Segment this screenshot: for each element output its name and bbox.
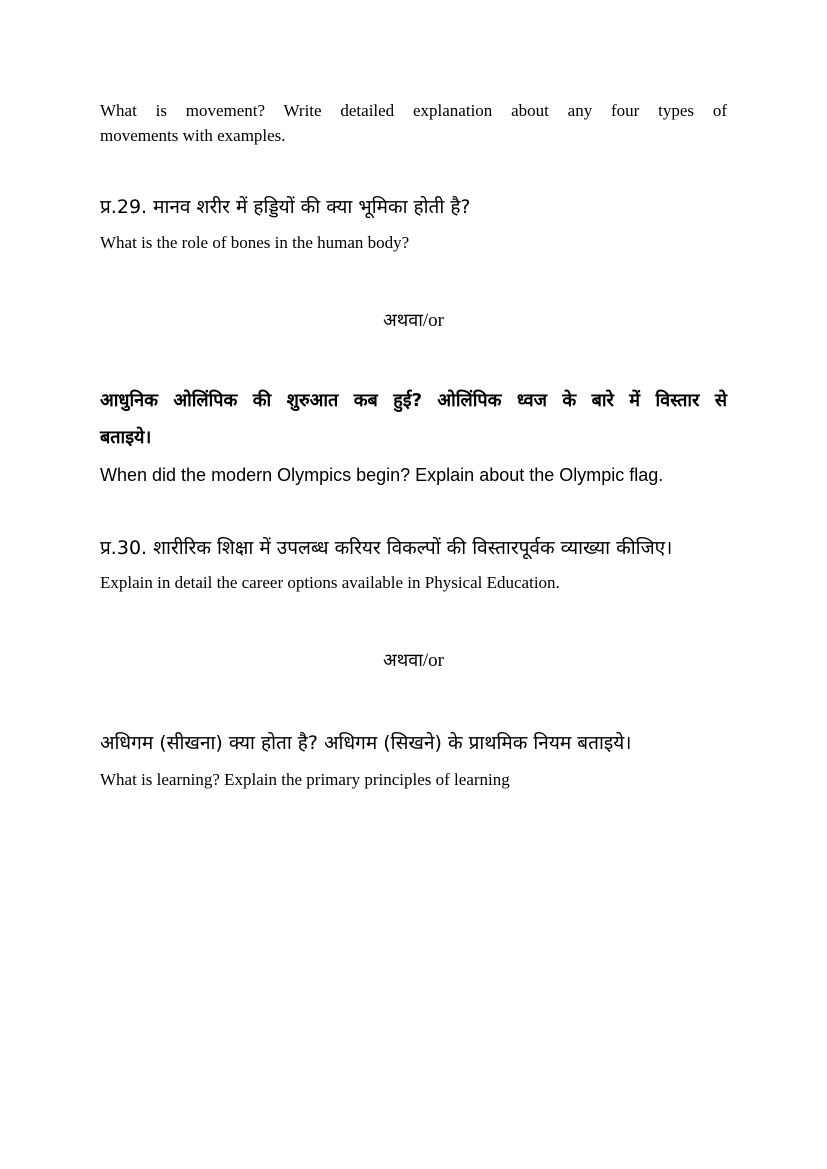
or-divider-1-hindi: अथवा [382, 310, 423, 331]
or-divider-2-hindi: अथवा [382, 650, 423, 671]
q30-or-hindi-question: अधिगम (सीखना) क्या होता है? अधिगम (सिखने) के प्राथमिक नियम बताइये। [100, 732, 632, 754]
or-divider-2-english: /or [422, 650, 445, 671]
or-divider-1-english: /or [422, 310, 445, 331]
q29-hindi-question: प्र.29. मानव शरीर में हड्डियों की क्या भूमिका होती है? [100, 196, 471, 218]
q28-or-english-line1: What is movement? Write detailed explanation about any four types of [100, 101, 727, 120]
or-divider-1 [0, 308, 827, 332]
q30-hindi-question: प्र.30. शारीरिक शिक्षा में उपलब्ध करियर विकल्पों की विस्तारपूर्वक व्याख्या कीजिए। [100, 537, 673, 559]
q30-or-english-question: What is learning? Explain the primary principles of learning [100, 770, 510, 789]
or-divider-2 [0, 648, 827, 672]
q29-or-english-question: When did the modern Olympics begin? Explain about the Olympic flag. [100, 465, 664, 485]
q30-english-question: Explain in detail the career options available in Physical Education. [100, 573, 560, 592]
q29-or-hindi-line2: बताइये। [100, 427, 152, 448]
q28-or-english-line2: movements with examples. [100, 126, 286, 145]
q29-or-hindi-line1: आधुनिक ओलिंपिक की शुरुआत कब हुई? ओलिंपिक ध्वज के बारे में विस्तार से [100, 390, 727, 411]
q29-english-question: What is the role of bones in the human body? [100, 233, 410, 252]
